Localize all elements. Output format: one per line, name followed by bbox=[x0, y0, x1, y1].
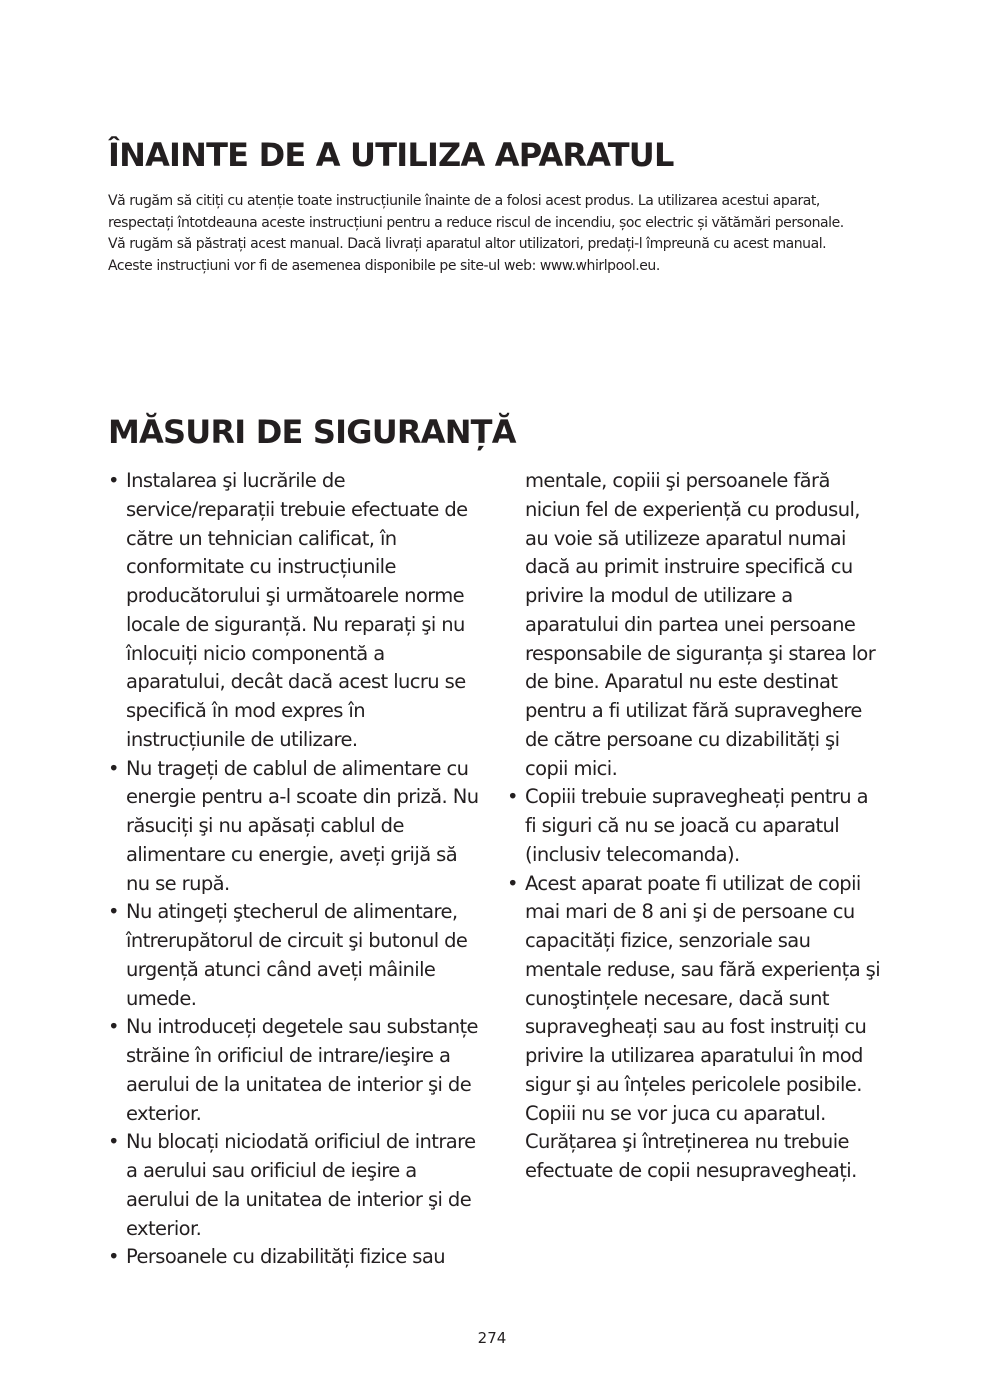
intro-paragraph: Vă rugăm să citiți cu atenție toate instrucțiunile înainte de a folosi acest produs. La utilizarea acestui aparat, respectați întotdeauna aceste instrucțiuni pentru a reduce riscul de incendiu, șoc electric și vătămări personale. bbox=[108, 193, 844, 231]
list-item bbox=[507, 870, 881, 1186]
list-item-text: Acest aparat poate fi utilizat de copii mai mari de 8 ani şi de persoane cu capacități fizice, senzoriale sau mentale reduse, sau fără experiența şi cunoştințele necesare, dacă sunt supravegheați sau au fost instruiți cu privire la utilizarea aparatului în mod sigur şi au înțeles pericolele posibile. Copiii nu se vor juca cu aparatul. Curățarea şi întreținerea nu trebuie efectuate de copii nesupravegheați. bbox=[525, 871, 881, 1182]
list-item bbox=[108, 755, 482, 899]
safety-column-left bbox=[108, 467, 482, 1272]
page-number: 274 bbox=[477, 1329, 507, 1347]
section-title-before-use: ÎNAINTE DE A UTILIZA APARATUL bbox=[108, 136, 674, 174]
bullet-icon: • bbox=[108, 1245, 119, 1269]
safety-column-right bbox=[507, 467, 881, 1186]
list-item bbox=[108, 1128, 482, 1243]
list-item-text: Nu introduceți degetele sau substanțe străine în orificiul de intrare/ieşire a aerului de la unitatea de interior şi de exterior. bbox=[126, 1015, 478, 1125]
bullet-icon: • bbox=[108, 900, 119, 924]
list-item bbox=[108, 467, 482, 755]
list-item bbox=[108, 1013, 482, 1128]
bullet-icon: • bbox=[108, 1015, 119, 1039]
bullet-icon: • bbox=[507, 871, 518, 895]
bullet-icon: • bbox=[507, 785, 518, 809]
intro-paragraph: Aceste instrucțiuni vor fi de asemenea disponibile pe site-ul web: www.whirlpool.eu. bbox=[108, 257, 660, 274]
list-item bbox=[108, 1243, 482, 1272]
list-item-text: Nu trageți de cablul de alimentare cu energie pentru a-l scoate din priză. Nu răsuciți şi nu apăsați cablul de alimentare cu energie, aveți grijă să nu se rupă. bbox=[126, 756, 479, 895]
list-item-text: Nu atingeți ştecherul de alimentare, întrerupătorul de circuit şi butonul de urgență atunci când aveți mâinile umede. bbox=[126, 900, 468, 1010]
list-item bbox=[108, 898, 482, 1013]
intro-paragraph: Vă rugăm să păstrați acest manual. Dacă livrați aparatul altor utilizatori, predați-l împreună cu acest manual. bbox=[108, 236, 827, 252]
section-title-safety: MĂSURI DE SIGURANȚĂ bbox=[108, 413, 516, 451]
safety-list-left bbox=[108, 467, 482, 1272]
list-item-text: Persoanele cu dizabilități fizice sau bbox=[126, 1245, 445, 1269]
list-item-text: Nu blocați niciodată orificiul de intrare a aerului sau orificiul de ieşire a aerului de la unitatea de interior şi de exterior. bbox=[126, 1130, 476, 1240]
bullet-icon: • bbox=[108, 1130, 119, 1154]
list-item-text: Copiii trebuie supravegheați pentru a fi siguri că nu se joacă cu aparatul (inclusiv telecomanda). bbox=[525, 785, 869, 866]
intro-text bbox=[108, 191, 868, 277]
list-item-continuation: mentale, copiii şi persoanele fără niciun fel de experiență cu produsul, au voie să utilizeze aparatul numai dacă au primit instruire specifică cu privire la modul de utilizare a aparatului din partea unei persoane responsabile de siguranța şi starea lor de bine. Aparatul nu este destinat pentru a fi utilizat fără supraveghere de către persoane cu dizabilități şi copii mici. bbox=[525, 469, 876, 780]
safety-list-right bbox=[507, 783, 881, 1186]
bullet-icon: • bbox=[108, 756, 119, 780]
list-item-text: Instalarea şi lucrările de service/reparații trebuie efectuate de către un tehnician calificat, în conformitate cu instrucțiunile producătorului şi următoarele norme locale de siguranță. Nu reparați şi nu înlocuiți nicio componentă a aparatului, decât dacă acest lucru se specifică în mod expres în instrucțiunile de utilizare. bbox=[126, 469, 468, 751]
bullet-icon: • bbox=[108, 469, 119, 492]
list-item bbox=[507, 783, 881, 869]
